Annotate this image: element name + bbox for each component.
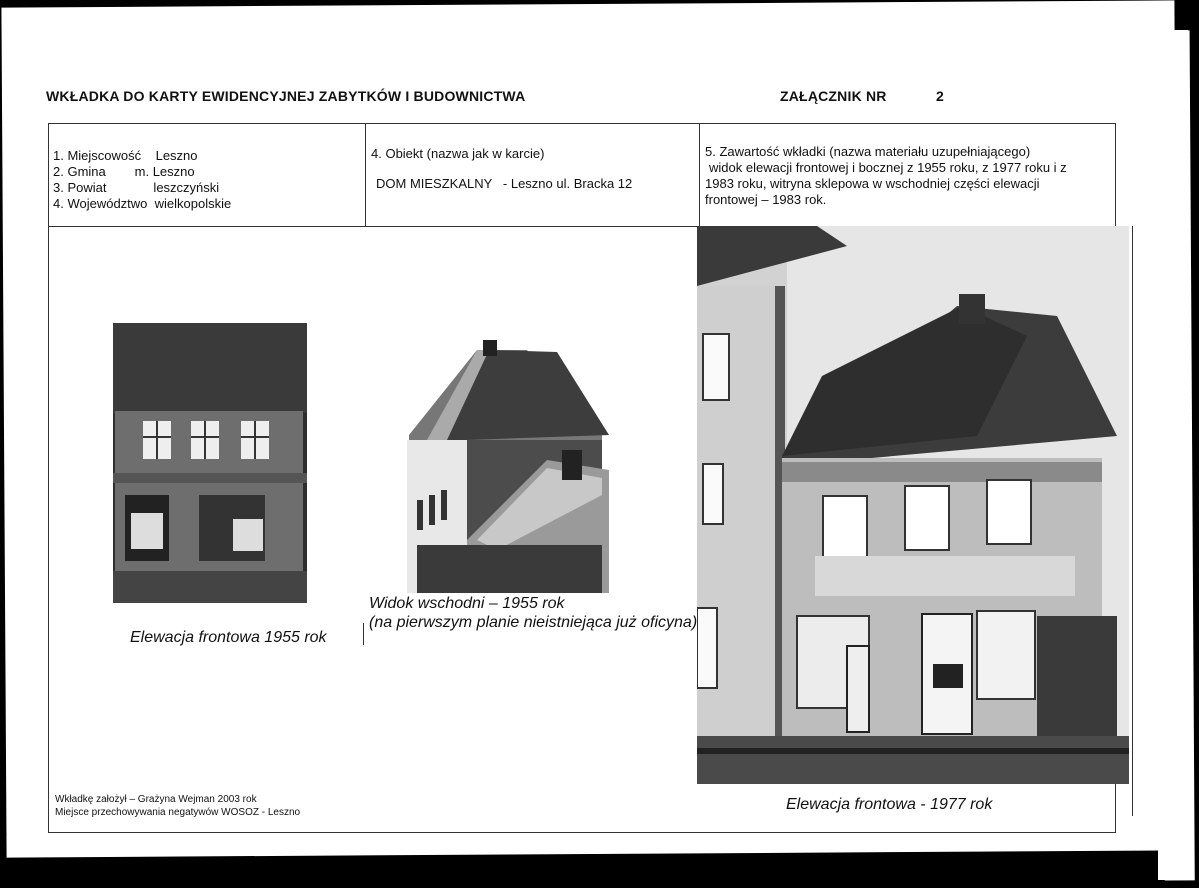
content-cell xyxy=(705,144,1067,208)
caption-east-1955-note: (na pierwszym planie nieistniejąca już oficyna) xyxy=(369,614,697,631)
footer-negatives-location: Miejsce przechowywania negatywów WOSOZ - Leszno xyxy=(55,807,301,818)
caption-front-1955: Elewacja frontowa 1955 rok xyxy=(130,629,327,646)
caption-front-1977: Elewacja frontowa - 1977 rok xyxy=(786,796,993,813)
page-edge xyxy=(1158,30,1188,880)
photo-front-1977 xyxy=(697,226,1129,784)
annex-number: 2 xyxy=(936,88,944,104)
commune-line: 2. Gmina m. Leszno xyxy=(53,164,195,179)
photo-east-1955 xyxy=(397,340,609,593)
annex-label: ZAŁĄCZNIK NR xyxy=(780,88,887,104)
voivodeship-line: 4. Województwo wielkopolskie xyxy=(53,196,232,211)
location-cell xyxy=(53,148,231,212)
object-label: 4. Obiekt (nazwa jak w karcie) xyxy=(371,146,545,161)
photo-front-1955 xyxy=(113,323,307,603)
content-line: 5. Zawartość wkładki (nazwa materiału uzupełniającego) xyxy=(705,144,1031,159)
table-right-edge xyxy=(1132,226,1133,816)
county-line: 3. Powiat leszczyński xyxy=(53,180,220,195)
content-line: frontowej – 1983 rok. xyxy=(705,192,827,207)
caption-marker xyxy=(363,623,364,645)
table-col-divider xyxy=(365,124,366,226)
locality-line: 1. Miejscowość Leszno xyxy=(53,148,198,163)
document-title: WKŁADKA DO KARTY EWIDENCYJNEJ ZABYTKÓW I BUDOWNICTWA xyxy=(46,88,526,104)
content-line: widok elewacji frontowej i bocznej z 1955 roku, z 1977 roku i z xyxy=(709,160,1067,175)
object-cell xyxy=(371,146,632,192)
caption-east-1955: Widok wschodni – 1955 rok xyxy=(369,595,565,612)
table-col-divider xyxy=(699,124,700,226)
object-value: DOM MIESZKALNY - Leszno ul. Bracka 12 xyxy=(376,176,633,191)
footer-author: Wkładkę założył – Grażyna Wejman 2003 rok xyxy=(55,794,257,805)
content-line: 1983 roku, witryna sklepowa w wschodniej części elewacji xyxy=(705,176,1040,191)
